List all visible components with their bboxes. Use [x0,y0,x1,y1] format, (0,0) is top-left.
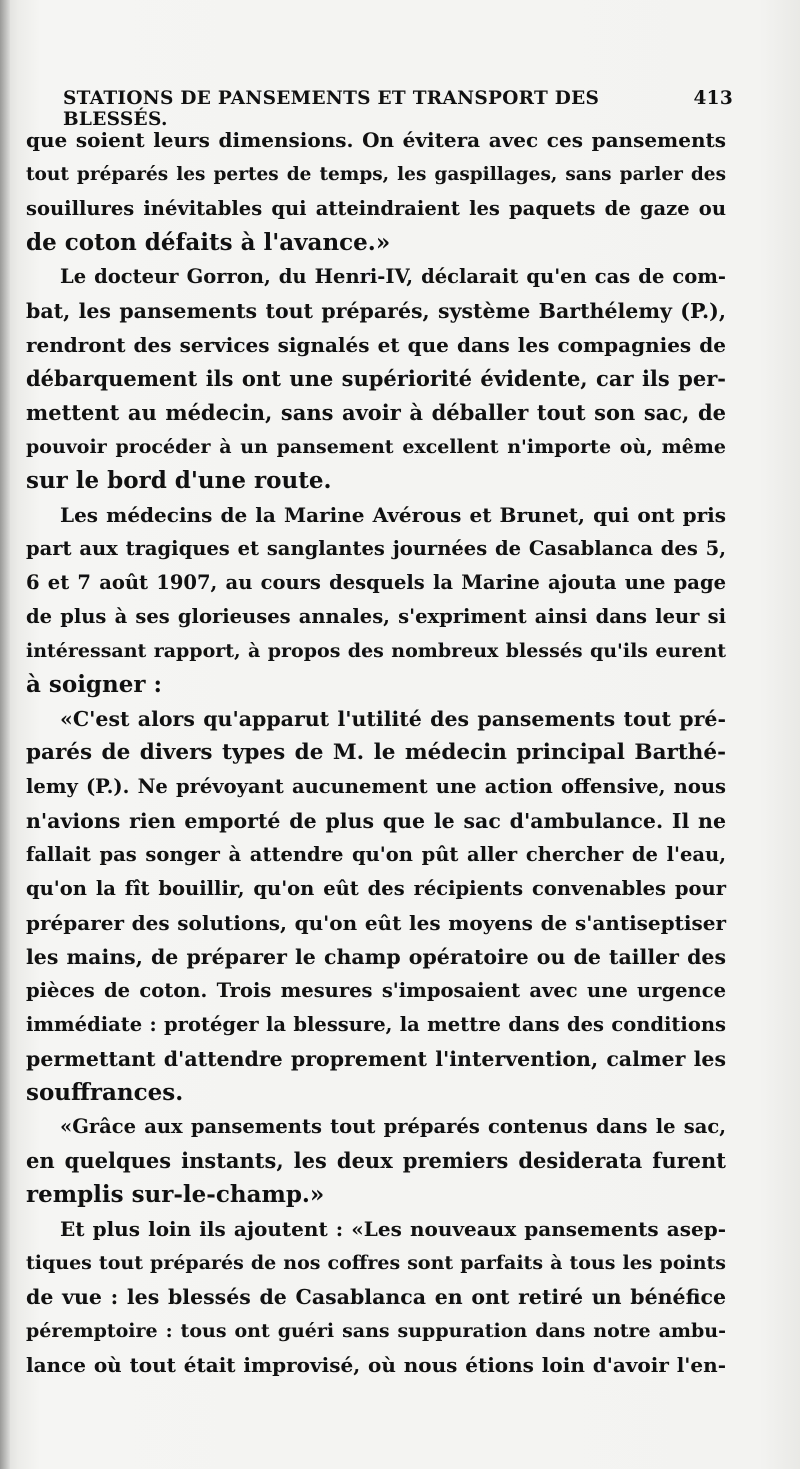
quote-first-line: «C'est alors qu'apparut l'utilité des pansements tout pré- [60,707,726,731]
text-line: sur le bord d'une route. [26,467,332,494]
text-line: de plus à ses glorieuses annales, s'expriment ainsi dans leur si [26,605,726,628]
text-line: les mains, de préparer le champ opératoire ou de tailler des [26,945,726,969]
text-line: parés de divers types de M. le médecin principal Barthé- [26,740,726,765]
paragraph-first-line: Les médecins de la Marine Avérous et Brunet, qui ont pris [60,503,726,527]
text-line: n'avions rien emporté de plus que le sac d'ambulance. Il ne [26,809,726,833]
text-line: pouvoir procéder à un pansement excellent n'importe où, même [26,436,726,458]
quote-first-line: «Grâce aux pansements tout préparés contenus dans le sac, [60,1115,726,1138]
text-line: lemy (P.). Ne prévoyant aucunement une action offensive, nous [26,775,726,798]
running-title: STATIONS DE PANSEMENTS ET TRANSPORT DES BLESSÉS. [63,88,600,130]
text-line: de coton défaits à l'avance.» [26,229,391,256]
text-line: péremptoire : tous ont guéri sans suppuration dans notre ambu- [26,1320,726,1342]
text-line: à soigner : [26,671,162,698]
text-line: bat, les pansements tout préparés, système Barthélemy (P.), [26,299,726,323]
text-line: que soient leurs dimensions. On évitera avec ces pansements [26,128,726,152]
text-line: mettent au médecin, sans avoir à déballer tout son sac, de [26,400,726,425]
text-line: qu'on la fît bouillir, qu'on eût des récipients convenables pour [26,877,726,900]
running-header [63,88,733,130]
text-line: tout préparés les pertes de temps, les gaspillages, sans parler des [26,164,726,185]
text-line: de vue : les blessés de Casablanca en ont retiré un bénéfice [26,1285,726,1309]
text-line: préparer des solutions, qu'on eût les moyens de s'antiseptiser [26,911,726,935]
text-line: part aux tragiques et sanglantes journées de Casablanca des 5, [26,537,726,560]
page-number: 413 [693,88,733,109]
text-line: remplis sur-le-champ.» [26,1181,325,1208]
text-line: immédiate : protéger la blessure, la mettre dans des conditions [26,1013,726,1036]
text-line: lance où tout était improvisé, où nous étions loin d'avoir l'en- [26,1353,726,1377]
text-line: souillures inévitables qui atteindraient les paquets de gaze ou [26,197,726,220]
text-line: pièces de coton. Trois mesures s'imposaient avec une urgence [26,979,726,1002]
paragraph-first-line: Le docteur Gorron, du Henri-IV, déclarait qu'en cas de com- [60,265,726,288]
text-line: souffrances. [26,1079,184,1106]
text-line: intéressant rapport, à propos des nombreux blessés qu'ils eurent [26,640,726,662]
text-line: rendront des services signalés et que dans les compagnies de [26,333,726,357]
text-line: tiques tout préparés de nos coffres sont parfaits à tous les points [26,1252,726,1274]
text-line: débarquement ils ont une supériorité évidente, car ils per- [26,366,726,391]
text-line: permettant d'attendre proprement l'intervention, calmer les [26,1047,726,1071]
text-line: en quelques instants, les deux premiers desiderata furent [26,1148,726,1173]
text-line: fallait pas songer à attendre qu'on pût aller chercher de l'eau, [26,843,726,866]
text-line: 6 et 7 août 1907, au cours desquels la Marine ajouta une page [26,571,726,594]
paragraph-first-line: Et plus loin ils ajoutent : «Les nouveaux pansements asep- [60,1217,726,1241]
